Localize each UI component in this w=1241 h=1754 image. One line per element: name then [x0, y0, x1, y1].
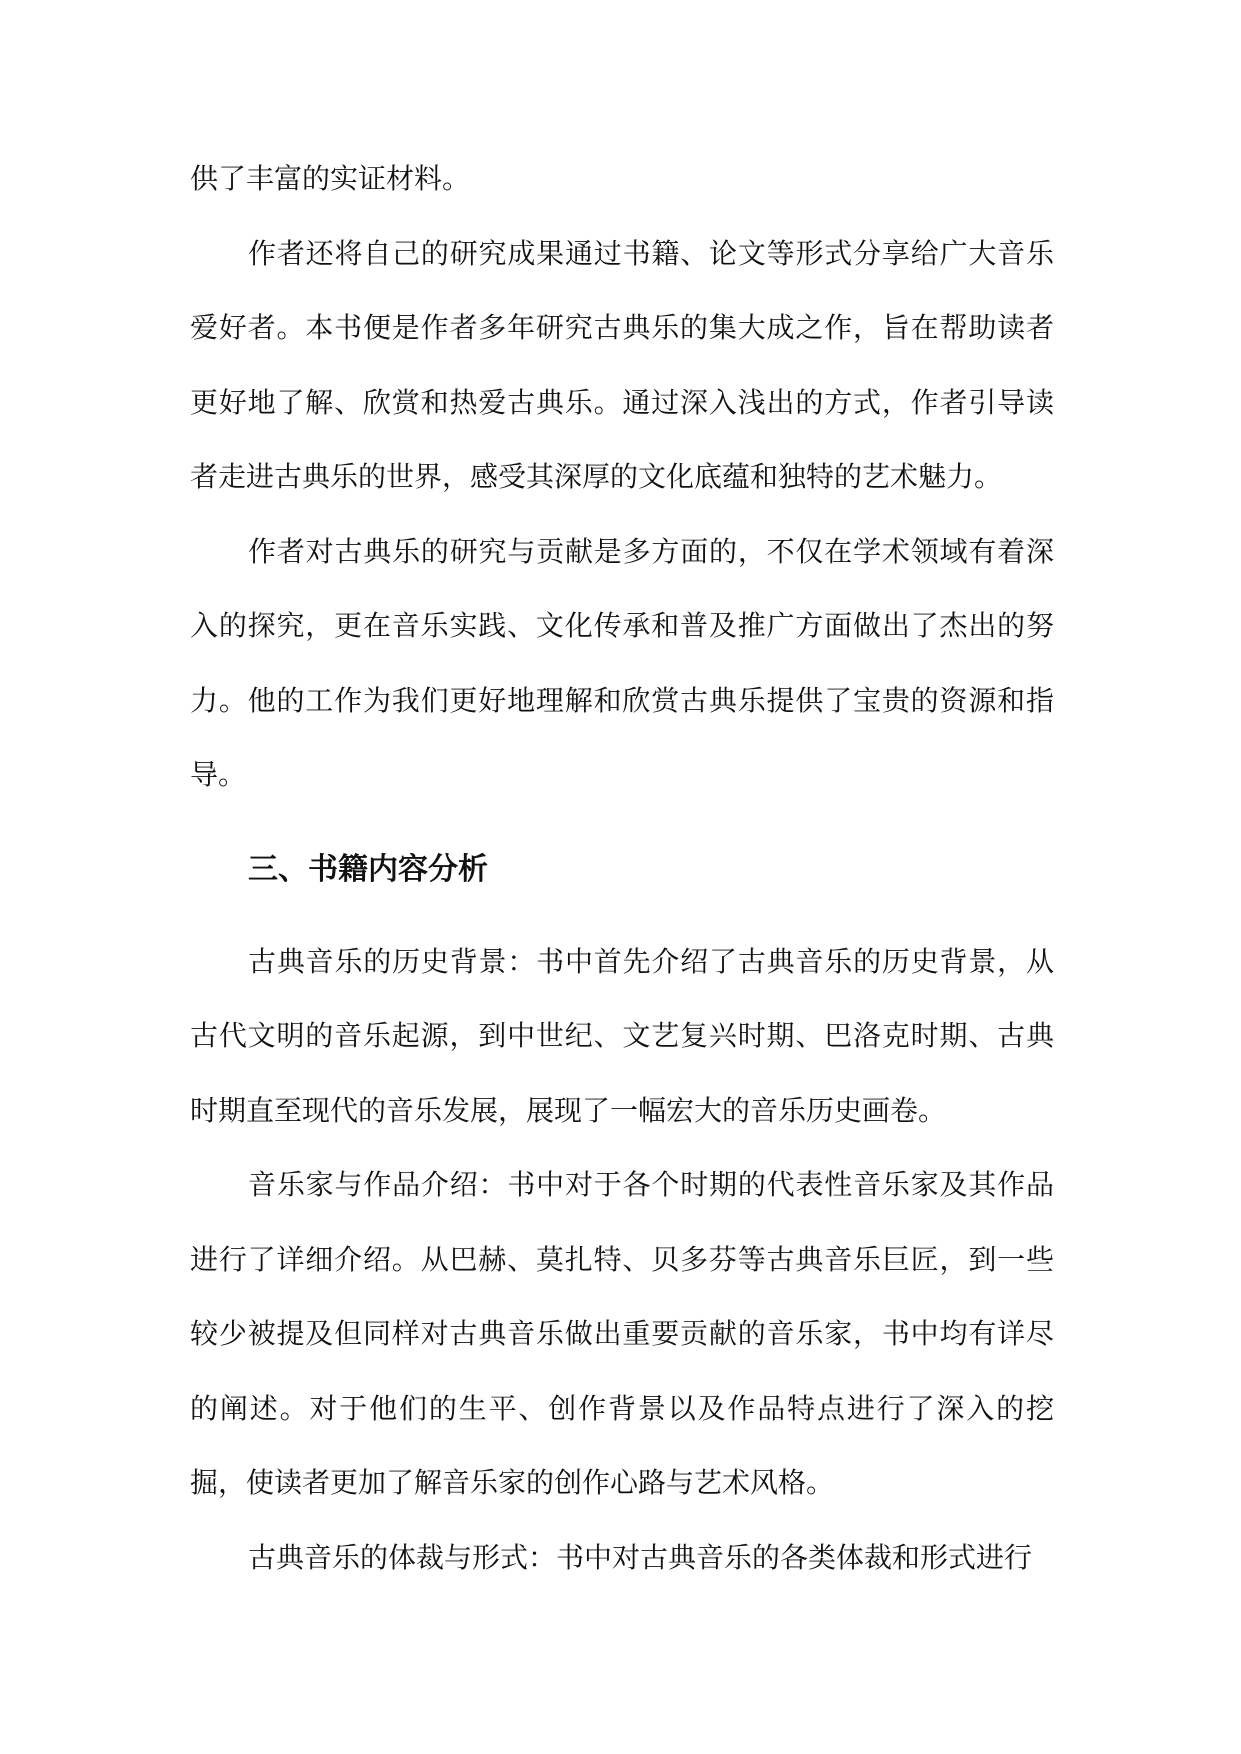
paragraph-author-sharing: 作者还将自己的研究成果通过书籍、论文等形式分享给广大音乐爱好者。本书便是作者多年研究古典乐的集大成之作，旨在帮助读者更好地了解、欣赏和热爱古典乐。通过深入浅出的方式，作者引导读者走进古典乐的世界，感受其深厚的文化底蕴和独特的艺术魅力。 [190, 236, 1054, 493]
paragraph-continuation: 供了丰富的实证材料。 [190, 162, 471, 195]
paragraph-genres-forms: 古典音乐的体裁与形式：书中对古典音乐的各类体裁和形式进行 [248, 1540, 1033, 1574]
section-heading: 三、书籍内容分析 [248, 851, 488, 887]
paragraph-author-contribution: 作者对古典乐的研究与贡献是多方面的，不仅在学术领域有着深入的探究，更在音乐实践、文化传承和普及推广方面做出了杰出的努力。他的工作为我们更好地理解和欣赏古典乐提供了宝贵的资源和指导。 [190, 534, 1054, 791]
paragraph-historical-background: 古典音乐的历史背景：书中首先介绍了古典音乐的历史背景，从古代文明的音乐起源，到中世纪、文艺复兴时期、巴洛克时期、古典时期直至现代的音乐发展，展现了一幅宏大的音乐历史画卷。 [190, 944, 1054, 1127]
page-body [190, 142, 1054, 1595]
paragraph-composers-works: 音乐家与作品介绍：书中对于各个时期的代表性音乐家及其作品进行了详细介绍。从巴赫、莫扎特、贝多芬等古典音乐巨匠，到一些较少被提及但同样对古典音乐做出重要贡献的音乐家，书中均有详尽的阐述。对于他们的生平、创作背景以及作品特点进行了深入的挖掘，使读者更加了解音乐家的创作心路与艺术风格。 [190, 1168, 1054, 1499]
